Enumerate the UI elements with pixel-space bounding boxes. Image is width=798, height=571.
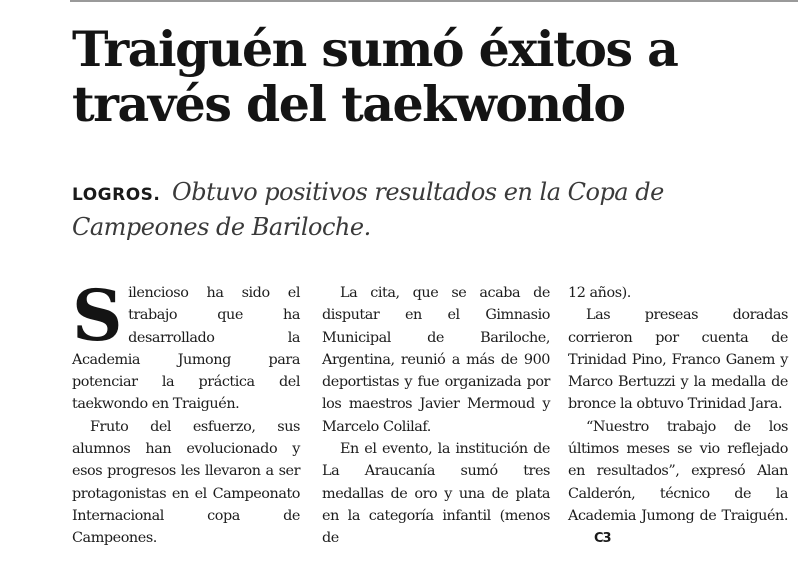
column-3 [568,282,788,551]
paragraph: 12 años). [568,285,631,301]
paragraph: La cita, que se acaba de disputar en el Gimnasio Municipal de Bariloche, Argentina, reunió a más de 900 deportistas y fue organizada por los maestros Javier Mermoud y Marcelo Colilaf. [322,285,550,435]
kicker [72,176,772,243]
paragraph: Las preseas doradas corrieron por cuenta de Trinidad Pino, Franco Ganem y Marco Bertuzzi y la medalla de bronce la obtuvo Trinidad Jara. [568,307,788,413]
kicker-label: LOGROS. [72,185,161,205]
dropcap: S [72,274,123,357]
column-2 [322,282,550,550]
headline [72,22,782,132]
kicker-text: Obtuvo positivos resultados en la Copa de Campeones de Bariloche. [72,178,664,241]
headline-line-1: Traiguén sumó éxitos a [72,20,678,78]
paragraph: Fruto del esfuerzo, sus alumnos han evolucionado y esos progresos les llevaron a ser protagonistas en el Campeonato Internacional copa de Campeones. [72,418,300,547]
column-1 [72,274,300,550]
paragraph [72,274,300,416]
headline-line-2: través del taekwondo [72,75,625,133]
top-rule [70,0,798,2]
end-mark-icon: C3 [594,531,611,547]
paragraph-text: ilencioso ha sido el trabajo que ha desarrollado la Academia Jumong para potenciar la práctica del taekwondo en Traiguén. [72,285,300,413]
paragraph-text: “Nuestro trabajo de los últimos meses se vio reflejado en resultados”, expresó Alan Calderón, técnico de la Academia Jumong de Traiguén. [568,418,788,524]
paragraph [568,416,788,551]
paragraph: En el evento, la institución de La Araucanía sumó tres medallas de oro y una de plata en la categoría infantil (menos de [322,441,550,547]
